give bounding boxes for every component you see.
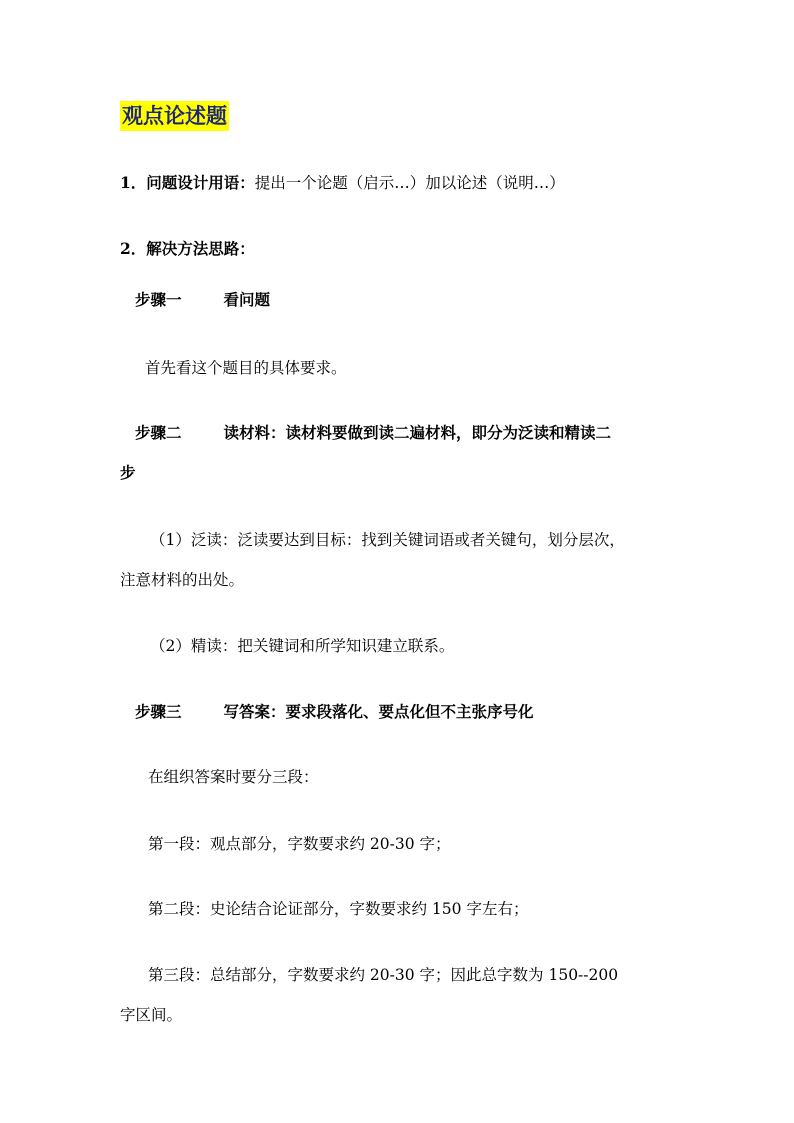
step3-intro: 在组织答案时要分三段： xyxy=(148,768,319,786)
step3-heading: 写答案：要求段落化、要点化但不主张序号化 xyxy=(223,702,534,721)
step3-line xyxy=(135,702,534,722)
step2-heading: 读材料：读材料要做到读二遍材料，即分为泛读和精读二 xyxy=(223,423,612,442)
step1-heading: 看问题 xyxy=(223,290,271,309)
step1-label: 步骤一 xyxy=(135,290,182,309)
step2-item2: （2）精读：把关键词和所学知识建立联系。 xyxy=(150,637,455,655)
step3-para2: 第二段：史论结合论证部分，字数要求约 150 字左右； xyxy=(148,900,529,918)
step2-label: 步骤二 xyxy=(135,423,182,442)
step1-line xyxy=(135,290,270,310)
step2-heading-continued: 步 xyxy=(120,463,136,482)
question-design-text: 提出一个论题（启示…）加以论述（说明…） xyxy=(254,174,565,192)
step3-para3-line2: 字区间。 xyxy=(120,1006,183,1024)
page-title: 观点论述题 xyxy=(120,101,229,131)
step2-item1-line1: （1）泛读：泛读要达到目标：找到关键词语或者关键句，划分层次， xyxy=(150,531,625,549)
solution-approach-label: 2．解决方法思路： xyxy=(120,239,255,258)
step3-para3-line1: 第三段：总结部分，字数要求约 20-30 字；因此总字数为 150--200 xyxy=(148,966,619,984)
step3-label: 步骤三 xyxy=(135,702,182,721)
question-design-label: 1．问题设计用语： xyxy=(120,173,255,192)
step1-body: 首先看这个题目的具体要求。 xyxy=(145,359,347,377)
step2-line xyxy=(135,423,611,443)
step3-para1: 第一段：观点部分，字数要求约 20-30 字； xyxy=(148,835,451,853)
step2-item1-line2: 注意材料的出处。 xyxy=(120,571,245,589)
question-design-line xyxy=(120,173,565,193)
